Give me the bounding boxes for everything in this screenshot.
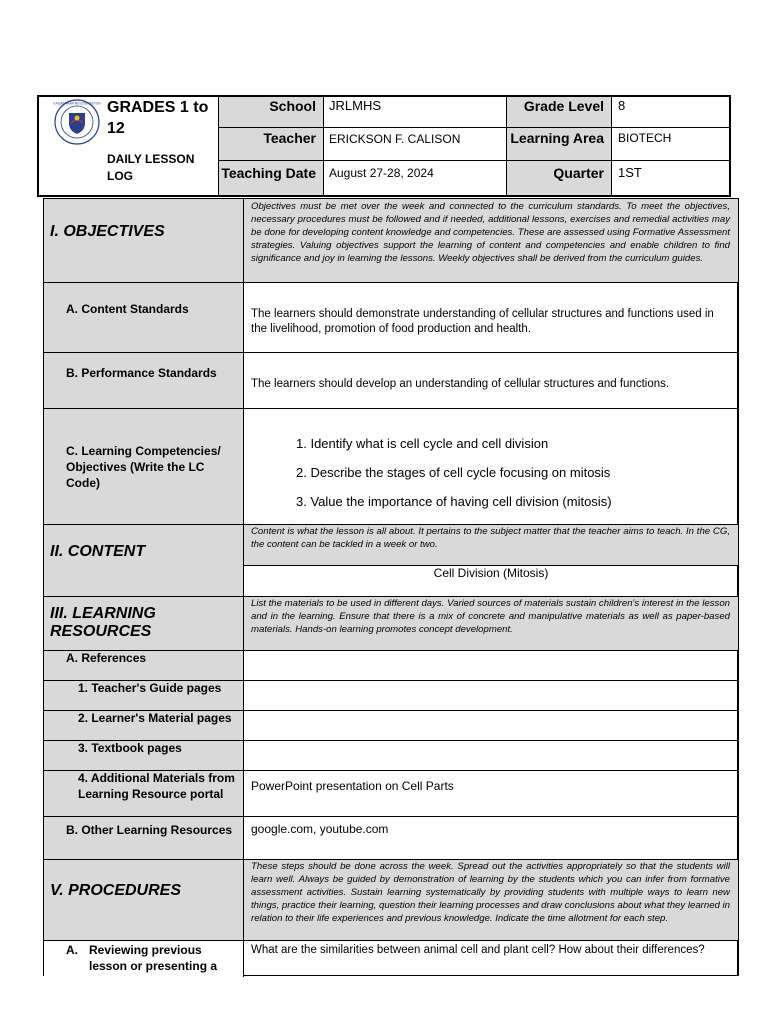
reviewing-text: What are the similarities between animal cell and plant cell? How about their differences? [251, 944, 705, 956]
form-title: GRADES 1 to 12 [107, 99, 209, 137]
resources-note: List the materials to be used in different days. Varied sources of materials sustain children's interest in the lesson and in the learning. Ensure that there is a mix of concrete and manipulative materials as well as paper-based materials. Hands-on learning promotes concept development. [251, 598, 730, 635]
reviewing-label: Reviewing previous lesson or presenting a [89, 943, 218, 973]
learning-area-label: Learning Area [510, 130, 604, 146]
additional-materials-row [44, 771, 738, 817]
objectives-heading: I. OBJECTIVES [50, 223, 165, 240]
quarter-label: Quarter [553, 165, 604, 181]
competency-item: 2. Describe the stages of cell cycle focusing on mitosis [296, 465, 611, 480]
reviewing-letter: A. [66, 943, 78, 957]
textbook-row [44, 741, 738, 771]
additional-materials-value: PowerPoint presentation on Cell Parts [251, 779, 454, 793]
content-standards-text: The learners should demonstrate understanding of cellular structures and functions used in the livelihood, promotion of food production and health. [251, 308, 714, 335]
procedures-note: These steps should be done across the week. Spread out the activities appropriately so that the students will learn well. Always be guided by demonstration of learning by the students which you can infer from formative assessment activities. Sustain learning systematically by providing students with multiple ways to learn new things, practice their learning, question their learning processes and draw conclusions about what they learned in relation to their life experiences and previous knowledge. Indicate the time allotment for each step. [251, 861, 730, 924]
school-label: School [269, 98, 316, 114]
grade-level-value: 8 [618, 98, 626, 113]
learning-area-value: BIOTECH [618, 131, 672, 145]
content-heading: II. CONTENT [50, 543, 146, 560]
teachers-guide-row [44, 681, 738, 711]
teaching-date-value: August 27-28, 2024 [329, 166, 434, 180]
competencies-label: C. Learning Competencies/ Objectives (Write the LC Code) [66, 444, 221, 490]
objectives-note: Objectives must be met over the week and connected to the curriculum standards. To meet the objectives, necessary procedures must be followed and if needed, additional lessons, exercises and remedial activities may be done for developing content knowledge and competencies. These are assessed using Formative Assessment strategies. Valuing objectives support the learning of content and competencies and enable children to find significance and joy in learning the lessons. Weekly objectives shall be derived from the curriculum guides. [251, 201, 730, 264]
lesson-log-table [43, 198, 739, 976]
other-resources-label: B. Other Learning Resources [66, 823, 233, 837]
svg-text:KAGAWARAN NG EDUKASYON: KAGAWARAN NG EDUKASYON [53, 101, 101, 106]
procedures-row [44, 860, 738, 941]
resources-row [44, 597, 738, 651]
performance-standards-text: The learners should develop an understanding of cellular structures and functions. [251, 378, 670, 390]
competencies-row [44, 409, 738, 525]
teacher-label: Teacher [263, 130, 316, 146]
learners-material-row [44, 711, 738, 741]
textbook-label: 3. Textbook pages [78, 741, 182, 755]
competency-item: 1. Identify what is cell cycle and cell division [296, 436, 549, 451]
grade-level-label: Grade Level [523, 98, 604, 114]
procedures-heading: V. PROCEDURES [50, 882, 181, 899]
resources-heading: III. LEARNING RESOURCES [50, 605, 156, 640]
content-note: Content is what the lesson is all about. It pertains to the subject matter that the teacher aims to teach. In the CG, the content can be tackled in a week or two. [251, 526, 730, 550]
learners-material-label: 2. Learner's Material pages [78, 711, 232, 725]
objectives-row [44, 199, 738, 283]
form-subtitle: DAILY LESSON LOG [107, 152, 195, 183]
competency-item: 3. Value the importance of having cell division (mitosis) [296, 494, 612, 509]
teachers-guide-label: 1. Teacher's Guide pages [78, 681, 222, 695]
teacher-value: ERICKSON F. CALISON [329, 132, 461, 146]
school-value: JRLMHS [329, 98, 382, 113]
content-row [44, 525, 738, 597]
other-resources-value: google.com, youtube.com [251, 822, 389, 836]
quarter-value: 1ST [618, 165, 642, 180]
performance-standards-row [44, 353, 738, 409]
reviewing-row [44, 941, 738, 977]
other-resources-row [44, 817, 738, 860]
references-label: A. References [66, 651, 147, 665]
performance-standards-label: B. Performance Standards [66, 366, 217, 380]
deped-seal-icon [53, 99, 101, 145]
content-topic: Cell Division (Mitosis) [433, 566, 549, 580]
teaching-date-label: Teaching Date [221, 165, 316, 181]
additional-materials-label: 4. Additional Materials from Learning Resource portal [78, 771, 235, 801]
content-standards-label: A. Content Standards [66, 302, 189, 316]
content-standards-row [44, 283, 738, 353]
header-table [37, 95, 731, 197]
references-row [44, 651, 738, 681]
